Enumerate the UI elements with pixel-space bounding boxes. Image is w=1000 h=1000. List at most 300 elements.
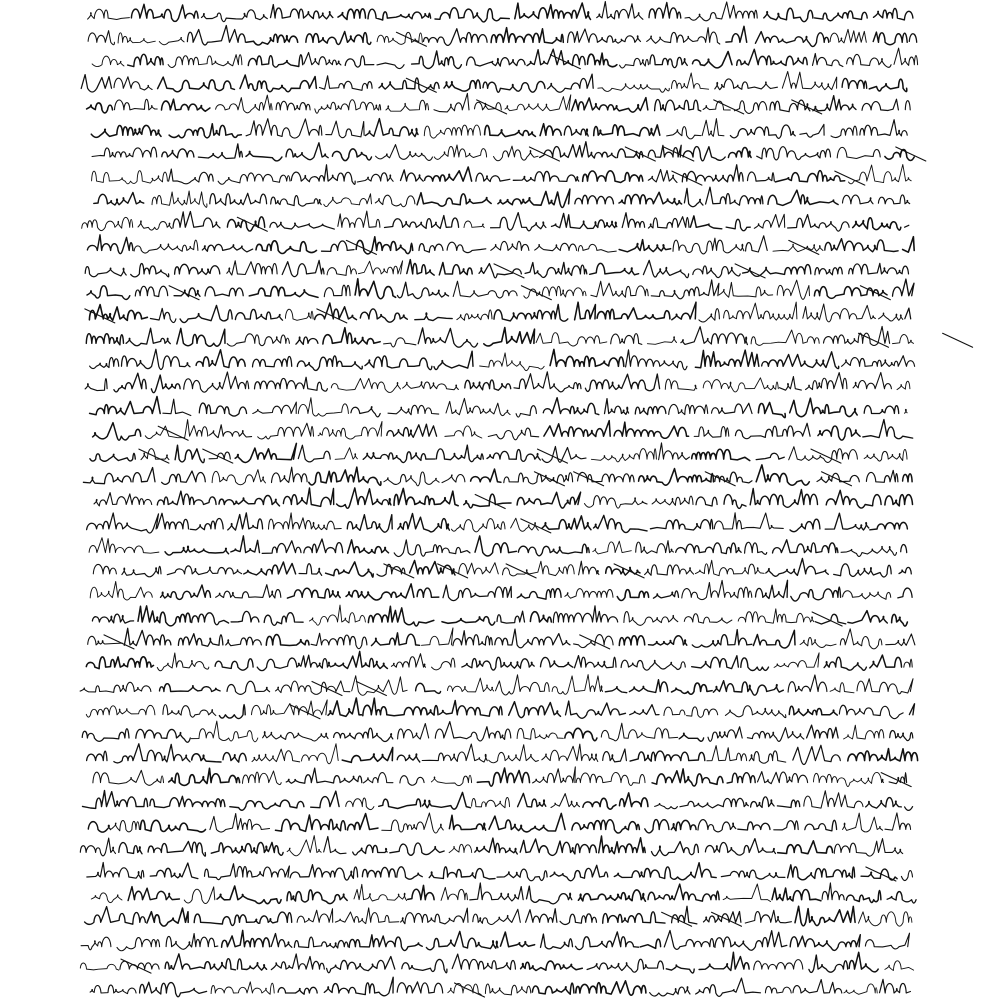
scribble-word — [864, 450, 907, 462]
scribble-word — [591, 449, 656, 462]
scribble-word — [323, 328, 380, 344]
scribble-word — [227, 261, 277, 275]
scribble-word — [365, 356, 432, 370]
scribble-word — [874, 8, 913, 19]
scribble-word — [647, 28, 720, 44]
scribble-word — [135, 286, 167, 296]
scribble-word — [211, 982, 274, 995]
scribble-word — [184, 372, 249, 392]
scribble-word — [376, 145, 433, 161]
scribble-word — [400, 776, 424, 786]
scribble-word — [746, 236, 768, 252]
scribble-word — [304, 539, 343, 553]
scribble-word — [287, 588, 340, 598]
scribble-word — [817, 473, 859, 482]
scribble-word — [169, 124, 241, 138]
scribble-word — [880, 979, 911, 993]
scribble-word — [494, 305, 568, 322]
scribble-word — [599, 836, 646, 854]
scribble-line — [85, 372, 910, 393]
scribble-word — [158, 77, 235, 92]
scribble-word — [885, 961, 914, 971]
scribble-word — [169, 169, 214, 184]
scribble-line — [92, 48, 918, 69]
scribble-word — [363, 773, 393, 783]
scribble-word — [790, 519, 820, 532]
scribble-word — [550, 865, 608, 880]
scribble-word — [885, 495, 913, 506]
scribble-word — [382, 813, 444, 833]
scribble-word — [650, 519, 712, 530]
scribble-line — [85, 302, 911, 323]
scribble-line — [94, 187, 910, 207]
scribble-word — [772, 888, 821, 901]
scribble-line — [87, 93, 911, 114]
scribble-word — [621, 660, 685, 670]
scribble-word — [192, 613, 229, 625]
scribble-word — [348, 540, 389, 553]
scribble-word — [163, 399, 191, 415]
scribble-word — [886, 634, 915, 646]
scribble-word — [240, 75, 316, 92]
scribble-word — [324, 837, 346, 854]
scribble-word — [401, 170, 424, 181]
scribble-line — [92, 142, 926, 161]
scribble-line — [90, 977, 910, 997]
pen-stroke — [506, 564, 536, 578]
scribble-word — [255, 377, 328, 391]
scribble-word — [715, 931, 787, 951]
scribble-word — [648, 884, 719, 901]
scribble-word — [252, 749, 300, 762]
scribble-word — [276, 815, 346, 831]
scribble-word — [773, 244, 823, 251]
scribble-word — [666, 965, 694, 973]
scribble-word — [363, 698, 438, 716]
scribble-word — [564, 126, 588, 136]
scribble-line — [90, 443, 907, 463]
scribble-word — [147, 908, 188, 926]
scribble-line — [80, 836, 902, 857]
scribble-word — [462, 657, 534, 670]
pen-stroke — [356, 682, 386, 696]
scribble-word — [890, 731, 913, 741]
scribble-word — [705, 839, 775, 856]
scribble-word — [540, 124, 561, 136]
scribble-line — [87, 513, 908, 533]
scribble-word — [685, 2, 757, 21]
scribble-word — [338, 211, 380, 227]
scribble-word — [81, 75, 111, 92]
scribble-word — [834, 564, 892, 577]
scribble-word — [247, 34, 298, 45]
scribble-word — [331, 378, 400, 392]
scribble-word — [839, 705, 903, 718]
scribble-word — [800, 638, 836, 648]
scribble-word — [228, 513, 263, 530]
scribble-line — [88, 2, 913, 22]
scribble-word — [815, 267, 842, 275]
scribble-word — [715, 472, 752, 483]
scribble-word — [909, 34, 916, 43]
scribble-word — [417, 588, 439, 597]
scribble-word — [112, 821, 140, 832]
scribble-word — [138, 221, 172, 230]
scribble-word — [210, 814, 270, 833]
scribble-line — [88, 628, 915, 649]
scribble-word — [315, 100, 381, 113]
scribble-word — [841, 546, 896, 556]
scribble-word — [640, 939, 661, 948]
scribble-word — [517, 492, 581, 508]
scribble-word — [745, 542, 767, 554]
scribble-word — [479, 264, 521, 278]
scribble-word — [737, 49, 808, 65]
scribble-word — [475, 102, 502, 110]
scribble-word — [402, 959, 447, 972]
scribble-word — [434, 351, 473, 369]
scribble-word — [848, 611, 887, 624]
scribble-word — [743, 265, 811, 277]
scribble-word — [590, 263, 639, 274]
scribble-word — [583, 171, 643, 183]
scribble-word — [777, 800, 799, 807]
pen-stroke — [494, 264, 524, 278]
scribble-word — [161, 585, 211, 599]
scribble-word — [175, 264, 220, 274]
scribble-line — [88, 813, 910, 833]
pen-stroke — [534, 472, 564, 486]
scribble-line — [94, 488, 913, 509]
scribble-word — [442, 617, 495, 625]
scribble-word — [853, 373, 891, 389]
scribble-word — [227, 217, 264, 231]
scribble-word — [480, 353, 545, 371]
scribble-word — [285, 309, 313, 320]
scribble-word — [337, 488, 391, 508]
scribble-word — [464, 221, 484, 227]
scribble-word — [215, 659, 253, 670]
scribble-word — [270, 222, 334, 229]
scribble-word — [439, 701, 502, 717]
scribble-word — [543, 398, 599, 415]
scribble-word — [453, 281, 517, 298]
scribble-word — [81, 937, 111, 950]
scribble-word — [80, 682, 151, 692]
scribble-word — [843, 813, 883, 832]
scribble-word — [692, 449, 750, 460]
scribble-word — [452, 954, 515, 969]
pen-stroke — [169, 286, 199, 300]
scribble-word — [684, 614, 732, 623]
scribble-word — [844, 984, 877, 994]
scribble-word — [196, 350, 245, 368]
scribble-word — [298, 398, 348, 416]
scribble-word — [517, 728, 563, 739]
scribble-word — [611, 334, 642, 345]
scribble-word — [693, 266, 740, 278]
scribble-word — [390, 843, 444, 855]
scribble-word — [695, 350, 758, 368]
scribble-word — [501, 932, 535, 947]
scribble-word — [222, 930, 270, 947]
scribble-word — [866, 470, 898, 482]
scribble-word — [755, 32, 828, 47]
scribble-word — [167, 566, 241, 575]
scribble-word — [572, 98, 648, 112]
scribble-word — [859, 912, 912, 926]
scribble-word — [566, 701, 626, 718]
scribble-word — [346, 798, 374, 810]
scribble-word — [649, 3, 681, 19]
scribble-word — [775, 171, 844, 182]
scribble-word — [805, 820, 837, 831]
scribble-word — [853, 218, 901, 230]
scribble-word — [122, 566, 161, 577]
scribble-word — [860, 120, 907, 136]
scribble-word — [542, 744, 598, 761]
scribble-word — [286, 143, 328, 160]
scribble-word — [452, 519, 506, 532]
scribble-word — [724, 302, 797, 320]
scribble-word — [124, 628, 171, 645]
scribble-word — [575, 656, 617, 668]
scribble-word — [724, 495, 746, 509]
scribble-word — [814, 772, 884, 786]
scribble-word — [583, 798, 616, 809]
scribble-word — [681, 327, 748, 345]
scribble-word — [498, 189, 570, 207]
pen-stroke — [158, 426, 188, 440]
scribble-word — [905, 225, 909, 227]
scribble-word — [741, 658, 769, 671]
scribble-word — [271, 196, 322, 207]
scribble-word — [324, 194, 372, 207]
scribble-word — [826, 490, 881, 508]
scribble-word — [410, 560, 455, 575]
scribble-word — [897, 381, 910, 389]
scribble-word — [665, 379, 697, 390]
scribble-word — [471, 469, 501, 482]
scribble-word — [126, 328, 170, 346]
scribble-word — [297, 356, 362, 371]
scribble-word — [723, 884, 770, 902]
scribble-word — [398, 514, 450, 532]
scribble-word — [788, 865, 855, 880]
scribble-word — [629, 680, 667, 693]
scribble-word — [357, 173, 393, 182]
pen-stroke — [121, 959, 151, 973]
scribble-word — [725, 706, 785, 718]
scribble-word — [804, 791, 863, 808]
scribble-word — [283, 488, 333, 507]
scribble-word — [647, 337, 676, 345]
scribble-word — [825, 513, 869, 530]
scribble-word — [730, 125, 795, 138]
scribble-word — [235, 443, 296, 462]
pen-stroke — [943, 333, 973, 347]
scribble-word — [177, 328, 225, 346]
scribble-word — [309, 467, 381, 485]
scribble-word — [652, 769, 723, 786]
scribble-word — [645, 565, 694, 575]
scribble-word — [114, 373, 146, 392]
scribble-word — [157, 653, 209, 671]
scribble-word — [748, 172, 775, 181]
scribble-word — [751, 797, 775, 808]
scribble-word — [707, 746, 747, 761]
scribble-word — [800, 124, 824, 137]
scribble-word — [311, 791, 339, 808]
scribble-word — [475, 536, 517, 556]
scribble-word — [735, 423, 810, 438]
scribble-word — [88, 9, 130, 19]
scribble-word — [878, 195, 909, 204]
scribble-line — [91, 119, 907, 139]
scribble-word — [128, 887, 179, 901]
scribble-word — [269, 513, 342, 530]
scribble-line — [81, 930, 909, 950]
scribble-word — [597, 2, 643, 20]
scribble-line — [82, 211, 909, 231]
scribble-word — [150, 796, 225, 807]
scribble-word — [644, 863, 716, 880]
scribble-word — [601, 723, 677, 741]
scribble-word — [779, 377, 801, 391]
scribble-word — [356, 237, 413, 254]
scribble-word — [726, 26, 747, 42]
scribble-word — [326, 562, 374, 577]
scribble-word — [899, 567, 911, 574]
scribble-word — [162, 99, 210, 111]
scribble-word — [306, 32, 371, 45]
scribble-word — [448, 678, 494, 692]
scribble-word — [669, 404, 708, 414]
scribble-word — [165, 954, 235, 970]
scribble-word — [619, 240, 670, 252]
scribble-word — [847, 54, 892, 67]
scribble-word — [368, 606, 433, 626]
scribble-word — [901, 871, 912, 881]
scribble-word — [473, 909, 521, 924]
scribble-word — [713, 681, 783, 696]
scribble-word — [92, 56, 124, 66]
scribble-word — [650, 55, 687, 68]
scribble-word — [622, 213, 644, 228]
scribble-word — [166, 934, 218, 950]
scribble-word — [830, 683, 854, 693]
scribble-word — [672, 302, 696, 320]
scribble-word — [423, 792, 471, 809]
scribble-word — [338, 9, 366, 20]
scribble-word — [848, 749, 918, 761]
scribble-word — [788, 675, 827, 692]
scribble-word — [117, 938, 160, 951]
scribble-word — [667, 127, 701, 139]
scribble-line — [90, 349, 915, 370]
scribble-word — [527, 886, 572, 904]
scribble-word — [354, 884, 407, 901]
scribble-word — [360, 309, 407, 322]
scribble-word — [87, 286, 130, 300]
scribble-word — [540, 142, 617, 158]
scribble-word — [257, 655, 330, 670]
scribble-word — [655, 99, 701, 111]
scribble-word — [777, 280, 809, 299]
scribble-word — [128, 54, 164, 66]
scribble-word — [830, 29, 866, 43]
pen-stroke — [203, 449, 233, 463]
scribble-word — [387, 424, 437, 437]
scribble-word — [311, 633, 367, 648]
scribble-word — [843, 591, 891, 600]
scribble-word — [594, 125, 660, 136]
scribble-word — [842, 356, 915, 367]
scribble-word — [630, 751, 705, 761]
scribble-word — [444, 80, 480, 91]
scribble-word — [892, 614, 908, 626]
scribble-word — [304, 53, 341, 65]
scribble-word — [237, 866, 290, 877]
scribble-line — [85, 906, 912, 926]
scribble-word — [248, 55, 302, 67]
scribble-word — [90, 453, 135, 461]
scribble-word — [328, 698, 362, 716]
scribble-word — [496, 675, 550, 695]
pen-stroke — [664, 147, 694, 161]
scribble-word — [782, 72, 836, 90]
scribble-word — [227, 334, 289, 346]
scribble-word — [266, 635, 309, 646]
scribble-word — [397, 867, 423, 879]
scribble-word — [82, 217, 133, 230]
scribble-word — [191, 721, 257, 742]
scribble-word — [774, 653, 819, 668]
scribble-word — [585, 496, 648, 508]
scribble-word — [768, 190, 838, 205]
scribble-word — [719, 282, 773, 297]
scribble-word — [318, 422, 382, 440]
scribble-word — [447, 242, 486, 252]
scribble-word — [442, 474, 465, 482]
scribble-word — [249, 286, 318, 297]
scribble-word — [412, 51, 462, 69]
scribble-word — [620, 58, 649, 68]
scribble-word — [322, 241, 355, 251]
pen-stroke — [406, 78, 436, 92]
scribble-word — [552, 675, 603, 695]
scribble-word — [397, 754, 420, 762]
scribble-word — [863, 420, 913, 439]
scribble-word — [753, 630, 795, 648]
scribble-line — [88, 26, 917, 47]
scribble-word — [866, 798, 902, 809]
scribble-word — [449, 815, 485, 830]
scribble-word — [89, 305, 147, 321]
scribble-word — [216, 95, 273, 113]
scribble-word — [297, 909, 333, 923]
scribble-word — [904, 659, 912, 667]
scribble-word — [436, 445, 483, 462]
scribble-word — [834, 839, 902, 857]
scribble-word — [93, 770, 164, 785]
scribble-word — [434, 93, 469, 112]
scribble-word — [282, 260, 324, 276]
scribble-word — [150, 863, 198, 879]
scribble-word — [275, 681, 350, 694]
scribble-word — [464, 494, 511, 508]
scribble-word — [431, 775, 471, 785]
